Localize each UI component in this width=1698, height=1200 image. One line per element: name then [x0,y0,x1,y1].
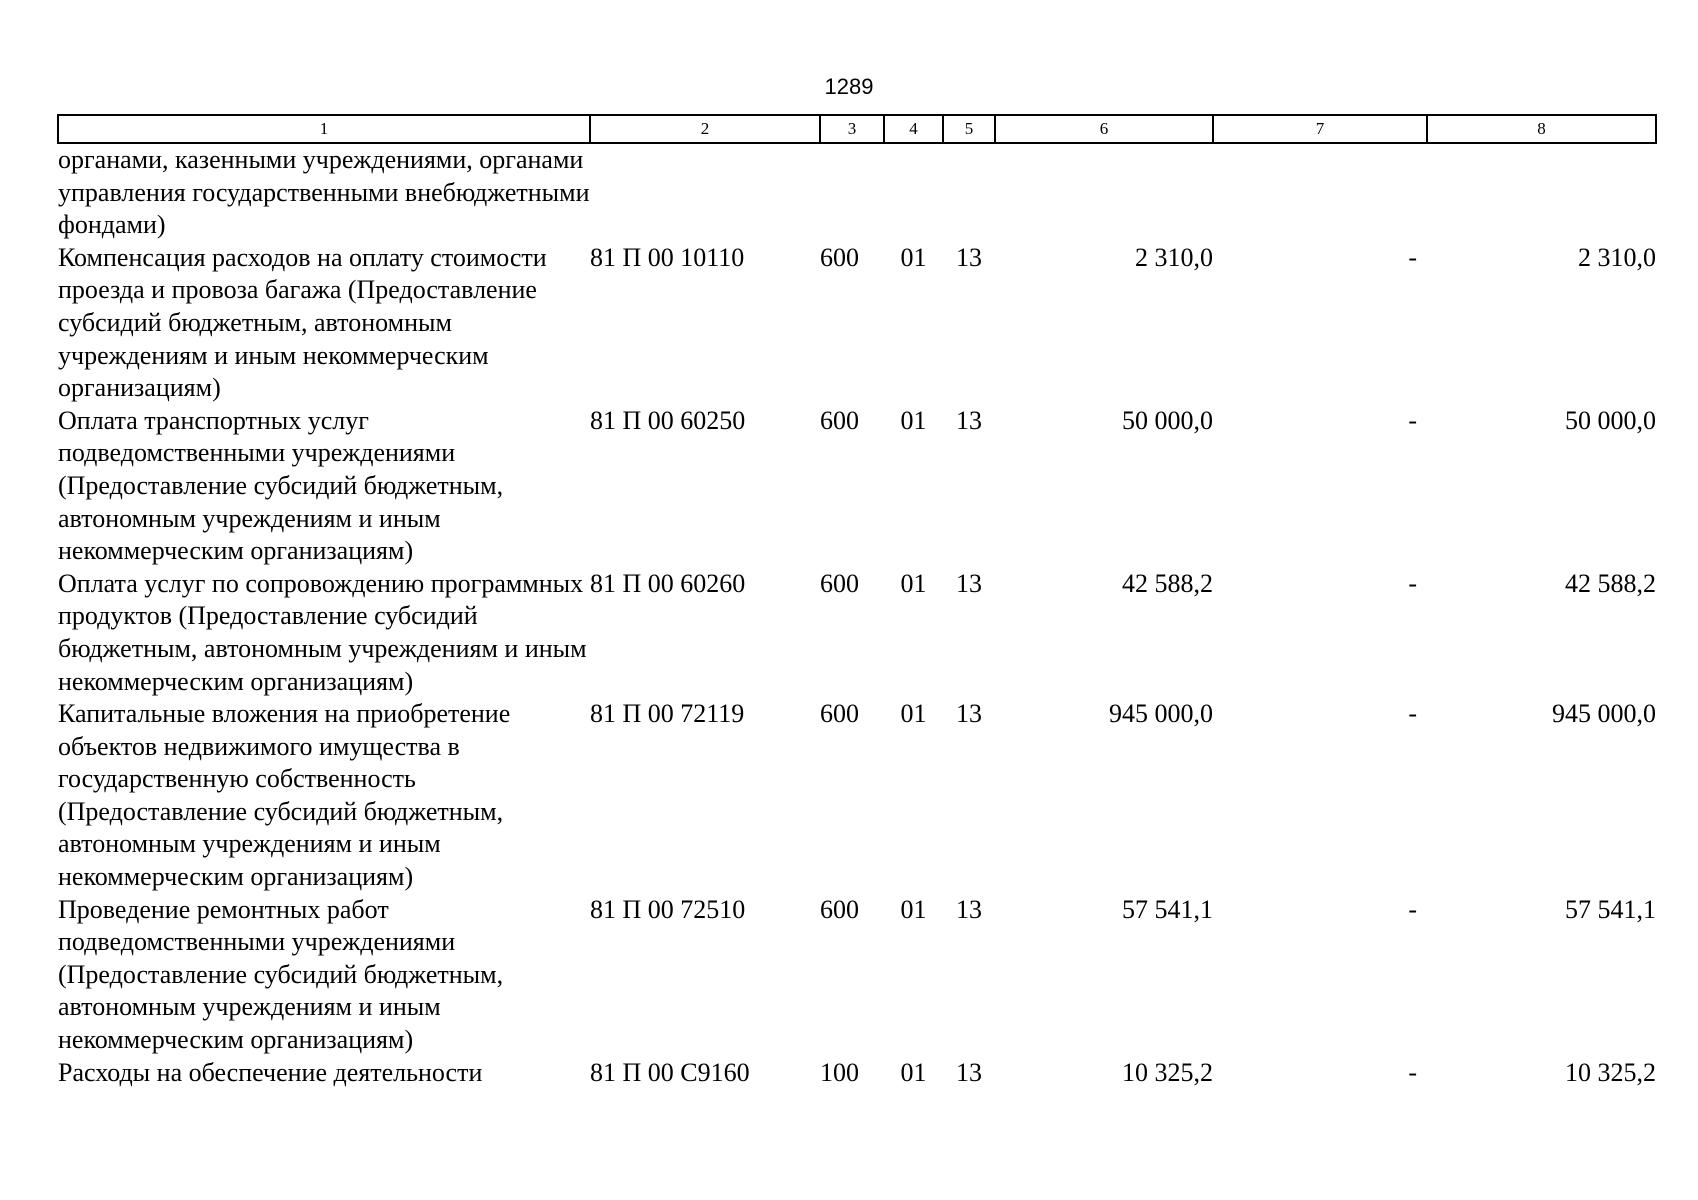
row-col3: 600 [820,405,859,435]
row-col5: 13 [956,1057,982,1087]
column-header-1: 1 [58,115,590,143]
row-col4: 01 [900,1057,927,1087]
row-col7: - [1408,699,1417,729]
column-header-4: 4 [884,115,943,143]
row-col6: 50 000,0 [1122,405,1213,435]
row-col6: 10 325,2 [1122,1057,1213,1087]
row-col4: 01 [900,699,927,729]
row-code: 81 П 00 С9160 [590,1057,750,1087]
row-col8 [1427,143,1656,242]
row-name: Капитальные вложения на приобретение объектов недвижимого имущества в государственную собственность (Предоставление субсидий бюджетным, автономным учреждениям и иным некоммерческим организациям) [58,699,511,892]
row-col3: 100 [820,1057,859,1087]
row-name: Оплата услуг по сопровождению программных продуктов (Предоставление субсидий бюджетным, автономным учреждениям и иным некоммерческим организациям) [58,568,587,696]
table-row [58,143,1656,242]
row-col8: 10 325,2 [1565,1057,1656,1087]
row-col6 [995,143,1213,242]
row-col5: 13 [956,242,982,272]
table-row [58,568,1656,698]
row-col3: 600 [820,699,859,729]
row-col5: 13 [956,568,982,598]
row-code: 81 П 00 10110 [590,242,745,272]
row-name: Компенсация расходов на оплату стоимости проезда и провоза багажа (Предоставление субсидий бюджетным, автономным учреждениям и иным некоммерческим организациям) [58,242,547,403]
budget-table [57,114,1657,1089]
row-col4: 01 [900,405,927,435]
table-row [58,242,1656,405]
row-col4: 01 [900,568,927,598]
row-code: 81 П 00 60250 [590,405,746,435]
row-col5: 13 [956,405,982,435]
row-col4: 01 [900,242,927,272]
row-col8: 945 000,0 [1552,699,1656,729]
row-code: 81 П 00 60260 [590,568,746,598]
column-header-7: 7 [1213,115,1427,143]
row-col8: 50 000,0 [1565,405,1656,435]
row-col3 [820,143,884,242]
table-row [58,1057,1656,1090]
row-col6: 2 310,0 [1135,242,1213,272]
row-col7: - [1408,405,1417,435]
row-col4 [884,143,943,242]
row-code [590,143,820,242]
table-body [58,143,1656,1089]
table-header-row [58,115,1656,143]
row-col6: 57 541,1 [1122,894,1213,924]
row-col8: 42 588,2 [1565,568,1656,598]
row-col3: 600 [820,568,859,598]
row-col7: - [1408,894,1417,924]
row-col5: 13 [956,699,982,729]
row-col6: 42 588,2 [1122,568,1213,598]
row-name: Оплата транспортных услуг подведомственными учреждениями (Предоставление субсидий бюджетным, автономным учреждениям и иным некоммерческим организациям) [58,405,504,566]
column-header-6: 6 [995,115,1213,143]
row-code: 81 П 00 72510 [590,894,746,924]
row-name: Расходы на обеспечение деятельности [58,1057,483,1087]
row-col3: 600 [820,242,859,272]
column-header-8: 8 [1427,115,1656,143]
row-col5: 13 [956,894,982,924]
table-header [58,115,1656,143]
row-col3: 600 [820,894,859,924]
row-col6: 945 000,0 [1109,699,1213,729]
row-col4: 01 [900,894,927,924]
row-col8: 57 541,1 [1565,894,1656,924]
column-header-3: 3 [820,115,884,143]
row-col7 [1213,143,1427,242]
row-name: органами, казенными учреждениями, органами управления государственными внебюджетными фондами) [58,145,590,240]
table-row [58,698,1656,894]
row-name: Проведение ремонтных работ подведомственными учреждениями (Предоставление субсидий бюджетным, автономным учреждениям и иным некоммерческим организациям) [58,894,504,1055]
row-col7: - [1408,242,1417,272]
row-code: 81 П 00 72119 [590,699,745,729]
table-row [58,405,1656,568]
table-row [58,894,1656,1057]
row-col7: - [1408,1057,1417,1087]
column-header-5: 5 [943,115,995,143]
column-header-2: 2 [590,115,820,143]
row-col7: - [1408,568,1417,598]
row-col5 [943,143,995,242]
page-number: 1289 [824,74,874,99]
row-col8: 2 310,0 [1578,242,1656,272]
